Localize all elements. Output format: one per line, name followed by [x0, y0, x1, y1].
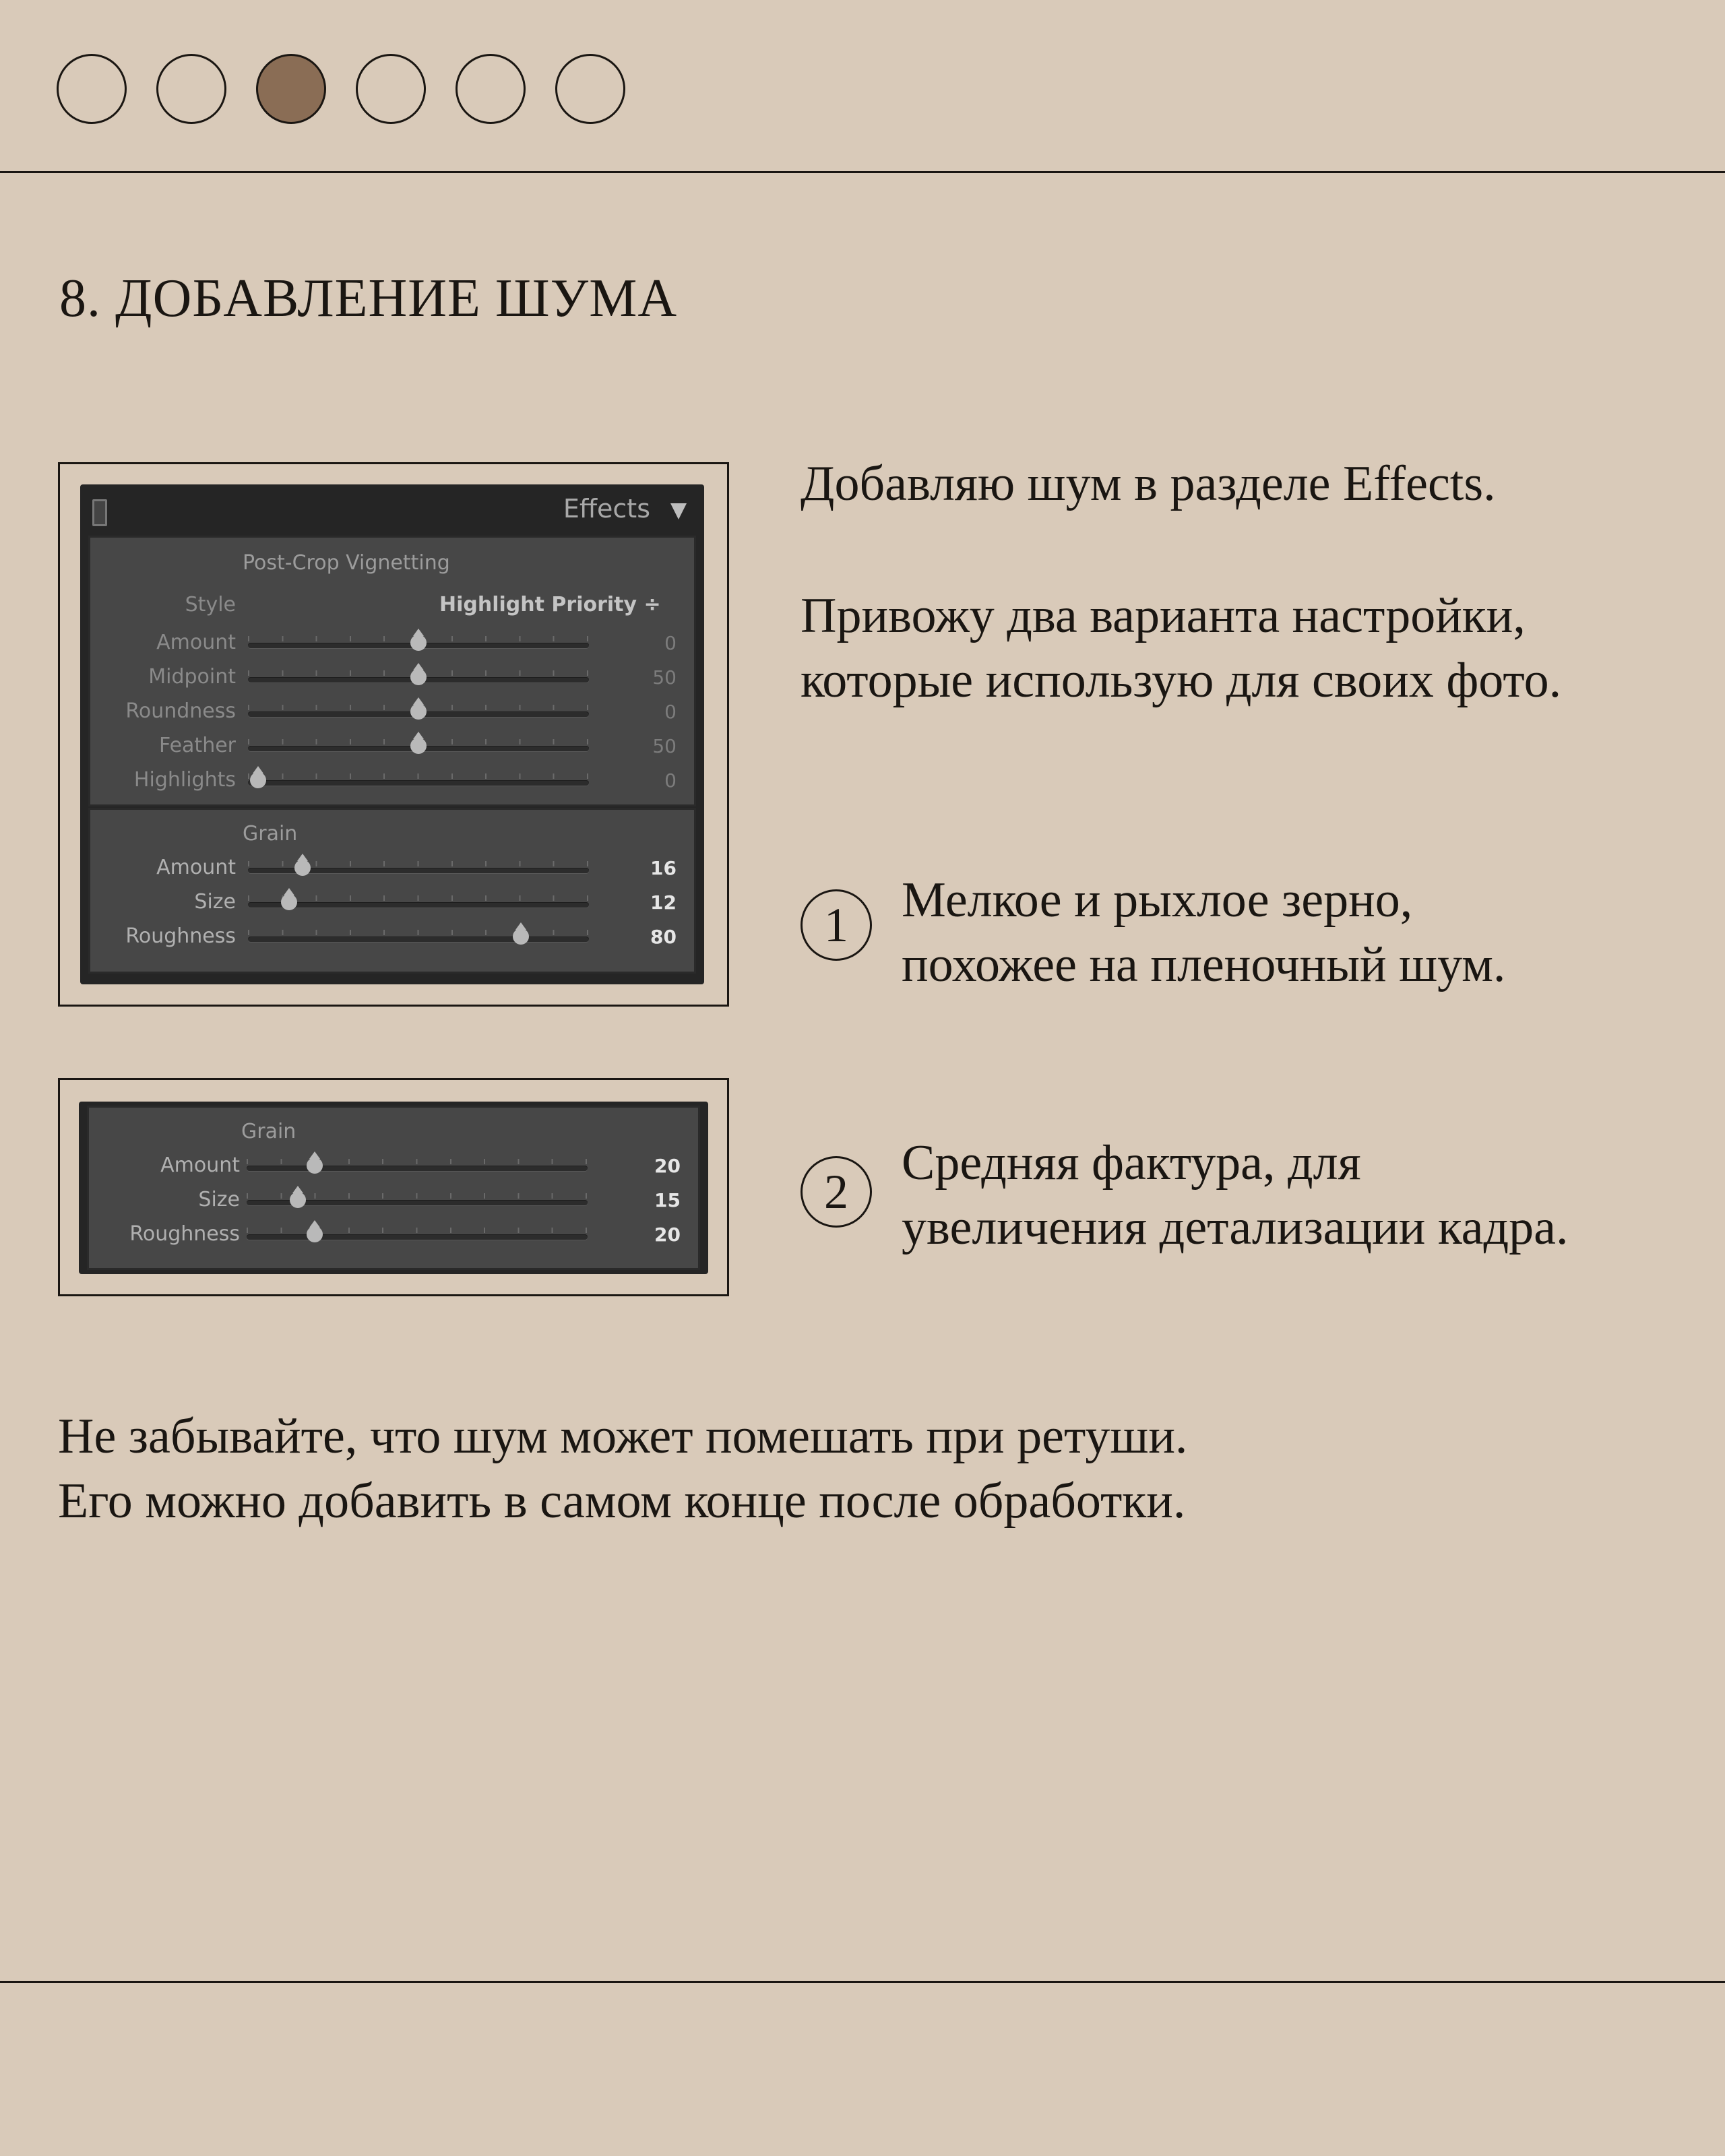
slider-value[interactable]: 16 [650, 857, 677, 879]
collapse-triangle-icon[interactable] [670, 503, 687, 519]
slider-thumb[interactable] [290, 1192, 306, 1208]
slider-ticks [247, 1228, 588, 1233]
slider-value[interactable]: 80 [650, 926, 677, 948]
vignetting-title: Post-Crop Vignetting [243, 551, 450, 575]
option-1-line-2: похожее на пленочный шум. [902, 937, 1506, 992]
slider-thumb[interactable] [294, 860, 311, 876]
option-2-line-2: увеличения детализации кадра. [902, 1200, 1569, 1255]
progress-dot-active [256, 54, 326, 124]
slider-row [90, 922, 694, 955]
progress-dot [57, 54, 127, 124]
progress-dot [156, 54, 226, 124]
option-2-line-1: Средняя фактура, для [902, 1135, 1361, 1191]
slider-ticks [248, 895, 589, 901]
slider-thumb[interactable] [281, 894, 297, 910]
grain-section-2 [87, 1106, 700, 1270]
slider-track[interactable] [248, 937, 589, 942]
slider-ticks [248, 773, 589, 779]
effects-panel-header[interactable] [80, 484, 704, 534]
slider-thumb[interactable] [513, 928, 529, 945]
slider-label: Midpoint [148, 665, 236, 689]
screenshot-frame-grain [58, 1078, 729, 1296]
slider-thumb[interactable] [410, 669, 427, 685]
page-title: 8. ДОБАВЛЕНИЕ ШУМА [59, 269, 678, 328]
slider-row [89, 1151, 698, 1184]
slider-thumb[interactable] [410, 738, 427, 754]
slider-value[interactable]: 12 [650, 891, 677, 914]
slider-value[interactable]: 20 [654, 1224, 681, 1246]
slider-label: Amount [160, 1153, 240, 1177]
slider-row [90, 731, 694, 765]
slider-value[interactable]: 0 [664, 632, 677, 654]
style-dropdown[interactable]: Highlight Priority ÷ [439, 593, 661, 616]
slider-thumb[interactable] [307, 1158, 323, 1174]
grain-panel [79, 1102, 708, 1274]
slider-track[interactable] [247, 1166, 588, 1171]
slider-row [89, 1219, 698, 1253]
slider-label: Amount [156, 856, 236, 879]
bottom-divider [0, 1981, 1725, 1983]
slider-row [90, 765, 694, 799]
slider-ticks [247, 1159, 588, 1164]
effects-panel-title: Effects [563, 494, 650, 524]
slider-row [90, 662, 694, 696]
slider-track[interactable] [248, 902, 589, 908]
intro-line-2: Привожу два варианта настройки, [801, 588, 1526, 643]
note-line-2: Его можно добавить в самом конце после обработки. [58, 1473, 1186, 1529]
slider-thumb[interactable] [250, 772, 266, 788]
effects-panel [80, 484, 704, 984]
grain-section [88, 808, 696, 974]
progress-dot [356, 54, 426, 124]
progress-dot [555, 54, 625, 124]
slider-label: Size [198, 1188, 240, 1211]
slider-value[interactable]: 50 [652, 666, 677, 689]
slider-thumb[interactable] [307, 1226, 323, 1242]
screenshot-frame-effects [58, 462, 729, 1007]
style-row [90, 590, 694, 624]
slider-row [89, 1185, 698, 1219]
progress-dot [456, 54, 526, 124]
grain-title: Grain [243, 822, 298, 846]
intro-line-1: Добавляю шум в разделе Effects. [801, 456, 1496, 511]
panel-toggle-switch[interactable] [92, 499, 107, 526]
slider-row [90, 853, 694, 887]
slider-label: Highlights [133, 768, 236, 792]
slider-value[interactable]: 15 [654, 1189, 681, 1211]
slider-value[interactable]: 20 [654, 1155, 681, 1177]
slider-row [90, 697, 694, 730]
option-1-badge: 1 [801, 889, 872, 961]
slider-row [90, 887, 694, 921]
slider-label: Amount [156, 631, 236, 654]
slider-value[interactable]: 50 [652, 735, 677, 757]
slider-label: Roughness [129, 1222, 240, 1246]
slider-thumb[interactable] [410, 703, 427, 720]
vignetting-section [88, 536, 696, 806]
slider-track[interactable] [248, 780, 589, 786]
slider-row [90, 628, 694, 662]
slider-label: Roughness [125, 924, 236, 948]
slider-thumb[interactable] [410, 635, 427, 651]
slider-value[interactable]: 0 [664, 769, 677, 792]
style-label: Style [185, 593, 236, 616]
slider-track[interactable] [247, 1234, 588, 1240]
progress-dots [57, 54, 625, 124]
slider-ticks [248, 930, 589, 935]
slider-value[interactable]: 0 [664, 701, 677, 723]
top-divider [0, 171, 1725, 173]
slider-label: Size [194, 890, 236, 914]
grain-title-2: Grain [241, 1120, 296, 1143]
option-2-badge: 2 [801, 1156, 872, 1228]
slider-label: Roundness [125, 699, 236, 723]
slider-label: Feather [158, 734, 236, 757]
option-1-line-1: Мелкое и рыхлое зерно, [902, 873, 1413, 928]
intro-line-3: которые использую для своих фото. [801, 653, 1562, 708]
note-line-1: Не забывайте, что шум может помешать при ретуши. [58, 1409, 1188, 1464]
